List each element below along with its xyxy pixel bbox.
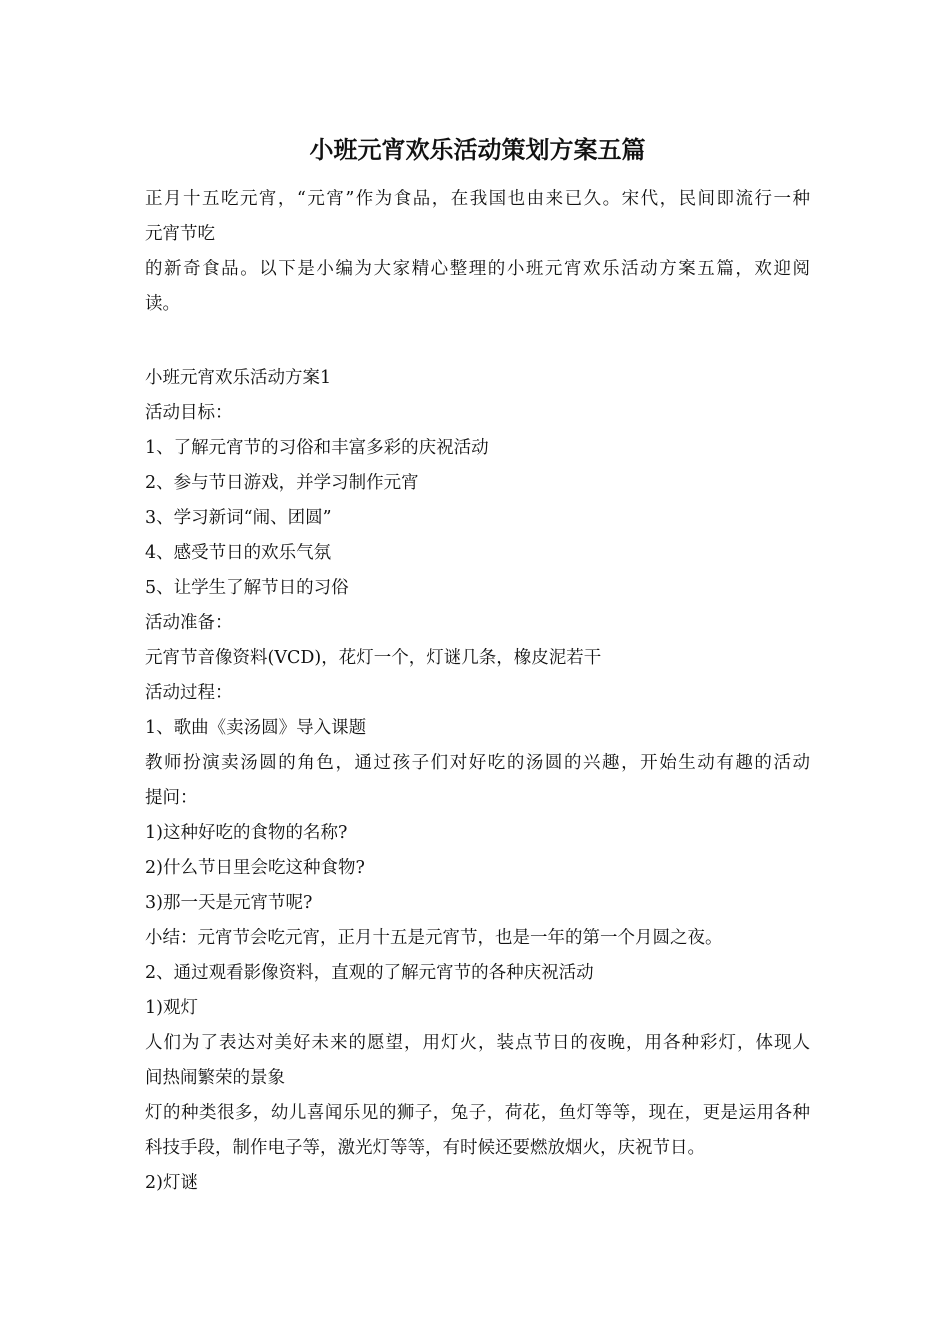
text-line: 读。 — [145, 294, 180, 314]
text-line: 的新奇食品。以下是小编为大家精心整理的小班元宵欢乐活动方案五篇，欢迎阅 — [145, 259, 810, 279]
text-line: 活动过程： — [145, 683, 233, 703]
section-heading: 小班元宵欢乐活动方案1 — [145, 368, 332, 388]
text-line: 提问： — [145, 788, 198, 808]
text-line: 2)什么节日里会吃这种食物? — [145, 858, 365, 878]
text-line: 元宵节吃 — [145, 224, 215, 244]
body-section — [145, 361, 810, 1201]
text-line: 3、学习新词“闹、团圆” — [145, 508, 332, 528]
text-line: 3)那一天是元宵节呢? — [145, 893, 313, 913]
text-line: 小结：元宵节会吃元宵，正月十五是元宵节，也是一年的第一个月圆之夜。 — [145, 928, 723, 948]
text-line: 教师扮演卖汤圆的角色，通过孩子们对好吃的汤圆的兴趣，开始生动有趣的活动 — [145, 753, 810, 773]
text-line: 1)这种好吃的食物的名称? — [145, 823, 348, 843]
text-line: 2)灯谜 — [145, 1173, 198, 1193]
intro-paragraph — [145, 182, 810, 322]
text-line: 元宵节音像资料(VCD)，花灯一个，灯谜几条，橡皮泥若干 — [145, 648, 602, 668]
text-line: 灯的种类很多，幼儿喜闻乐见的狮子，兔子，荷花，鱼灯等等，现在，更是运用各种 — [145, 1103, 810, 1123]
text-line: 正月十五吃元宵，“元宵”作为食品，在我国也由来已久。宋代，民间即流行一种 — [145, 189, 810, 209]
text-line: 2、通过观看影像资料，直观的了解元宵节的各种庆祝活动 — [145, 963, 594, 983]
text-line: 间热闹繁荣的景象 — [145, 1068, 285, 1088]
text-line: 科技手段，制作电子等，激光灯等等，有时候还要燃放烟火，庆祝节日。 — [145, 1138, 705, 1158]
document-title: 小班元宵欢乐活动策划方案五篇 — [309, 135, 646, 164]
text-line: 人们为了表达对美好未来的愿望，用灯火，装点节日的夜晚，用各种彩灯，体现人 — [145, 1033, 810, 1053]
text-line: 1)观灯 — [145, 998, 198, 1018]
text-line: 活动准备： — [145, 613, 233, 633]
text-line: 1、了解元宵节的习俗和丰富多彩的庆祝活动 — [145, 438, 489, 458]
text-line: 5、让学生了解节日的习俗 — [145, 578, 349, 598]
text-line: 2、参与节日游戏，并学习制作元宵 — [145, 473, 419, 493]
text-line: 活动目标： — [145, 403, 233, 423]
text-line: 4、感受节日的欢乐气氛 — [145, 543, 332, 563]
text-line: 1、歌曲《卖汤圆》导入课题 — [145, 718, 367, 738]
